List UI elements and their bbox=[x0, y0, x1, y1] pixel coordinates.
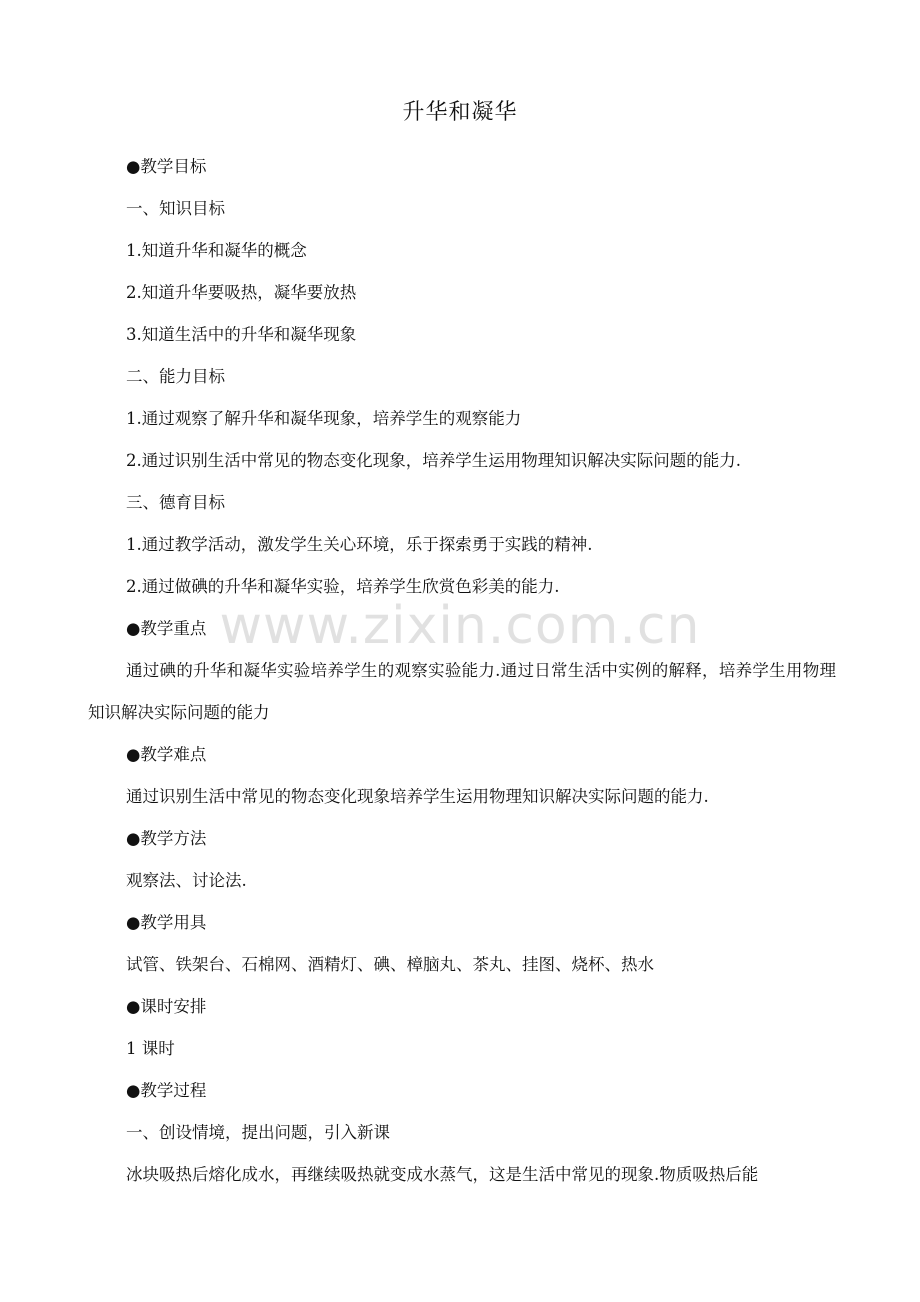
subheading-ability-goals: 二、能力目标 bbox=[126, 367, 225, 386]
document-body bbox=[88, 146, 836, 1196]
watermark: www.zixin.com.cn bbox=[219, 596, 701, 656]
body-paragraph: 通过碘的升华和凝华实验培养学生的观察实验能力.通过日常生活中实例的解释，培养学生用物理知识解决实际问题的能力 bbox=[88, 661, 836, 722]
list-item: 2.知道升华要吸热，凝华要放热 bbox=[126, 283, 357, 302]
document-title: 升华和凝华 bbox=[402, 100, 518, 125]
list-item: 1.通过教学活动，激发学生关心环境，乐于探索勇于实践的精神. bbox=[126, 535, 593, 554]
list-item: 2.通过做碘的升华和凝华实验，培养学生欣赏色彩美的能力. bbox=[126, 577, 560, 596]
list-item: 1.通过观察了解升华和凝华现象，培养学生的观察能力 bbox=[126, 409, 522, 428]
section-heading-teaching-goals: ●教学目标 bbox=[126, 157, 207, 176]
body-paragraph: 试管、铁架台、石棉网、酒精灯、碘、樟脑丸、茶丸、挂图、烧杯、热水 bbox=[126, 955, 654, 974]
body-paragraph: 通过识别生活中常见的物态变化现象培养学生运用物理知识解决实际问题的能力. bbox=[126, 787, 709, 806]
list-item: 2.通过识别生活中常见的物态变化现象，培养学生运用物理知识解决实际问题的能力. bbox=[126, 451, 741, 470]
subheading-knowledge-goals: 一、知识目标 bbox=[126, 199, 225, 218]
list-item: 3.知道生活中的升华和凝华现象 bbox=[126, 325, 357, 344]
list-item: 1.知道升华和凝华的概念 bbox=[126, 241, 307, 260]
body-paragraph: 观察法、讨论法. bbox=[126, 871, 247, 890]
body-paragraph: 1 课时 bbox=[126, 1039, 175, 1058]
section-heading-equipment: ●教学用具 bbox=[126, 913, 207, 932]
section-heading-schedule: ●课时安排 bbox=[126, 997, 207, 1016]
body-paragraph: 冰块吸热后熔化成水，再继续吸热就变成水蒸气，这是生活中常见的现象.物质吸热后能 bbox=[126, 1165, 759, 1184]
section-heading-difficulties: ●教学难点 bbox=[126, 745, 207, 764]
subheading-moral-goals: 三、德育目标 bbox=[126, 493, 225, 512]
section-heading-methods: ●教学方法 bbox=[126, 829, 207, 848]
section-heading-process: ●教学过程 bbox=[126, 1081, 207, 1100]
section-heading-key-points: ●教学重点 bbox=[126, 619, 207, 638]
subheading-introduction: 一、创设情境，提出问题，引入新课 bbox=[126, 1123, 390, 1142]
